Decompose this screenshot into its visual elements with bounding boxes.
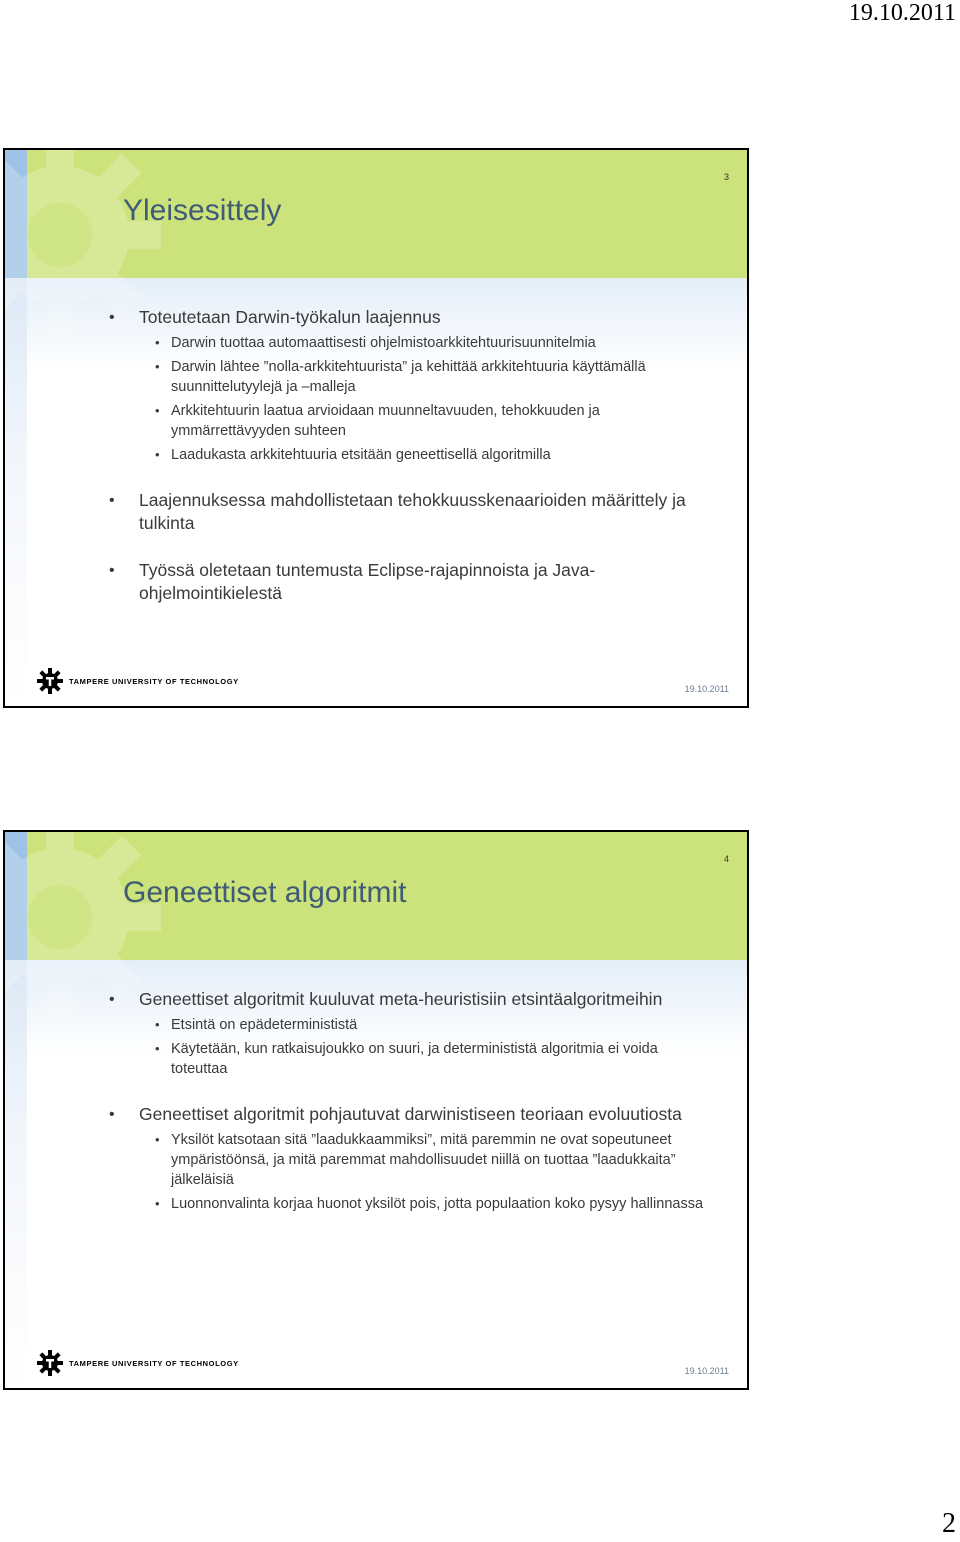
slide-content bbox=[109, 306, 709, 605]
slide-number: 3 bbox=[723, 172, 729, 182]
sub-bullet-item: • Luonnonvalinta korjaa huonot yksilöt pois, jotta populaation koko pysyy hallinnassa bbox=[109, 1194, 709, 1214]
sub-bullet-item: • Laadukasta arkkitehtuuria etsitään geneettisellä algoritmilla bbox=[109, 445, 709, 465]
logo-text: TAMPERE UNIVERSITY OF TECHNOLOGY bbox=[69, 676, 239, 686]
slide bbox=[3, 148, 749, 708]
sub-bullet-item: • Käytetään, kun ratkaisujoukko on suuri, ja determinististä algoritmia ei voida toteuttaa bbox=[109, 1039, 709, 1079]
sub-bullet-item: • Arkkitehtuurin laatua arvioidaan muunneltavuuden, tehokkuuden ja ymmärrettävyyden suhteen bbox=[109, 401, 709, 441]
page-number: 2 bbox=[942, 1508, 956, 1539]
bullet-item: • Geneettiset algoritmit pohjautuvat darwinistiseen teoriaan evoluutiosta bbox=[109, 1103, 709, 1126]
slide-title: Geneettiset algoritmit bbox=[123, 876, 407, 909]
sub-bullet-item: • Etsintä on epädeterminististä bbox=[109, 1015, 709, 1035]
slide-footer-date: 19.10.2011 bbox=[684, 684, 729, 694]
sub-bullet-item: • Darwin tuottaa automaattisesti ohjelmistoarkkitehtuurisuunnitelmia bbox=[109, 333, 709, 353]
slide bbox=[3, 830, 749, 1390]
bullet-item: • Laajennuksessa mahdollistetaan tehokkuusskenaarioiden määrittely ja tulkinta bbox=[109, 489, 709, 535]
slide-footer-date: 19.10.2011 bbox=[684, 1366, 729, 1376]
page-date: 19.10.2011 bbox=[848, 0, 956, 26]
slide-title: Yleisesittely bbox=[123, 194, 282, 227]
bullet-item: • Toteutetaan Darwin-työkalun laajennus bbox=[109, 306, 709, 329]
tut-gear-logo-icon bbox=[37, 1350, 63, 1376]
university-logo bbox=[37, 666, 239, 696]
slide-number: 4 bbox=[723, 854, 729, 864]
logo-text: TAMPERE UNIVERSITY OF TECHNOLOGY bbox=[69, 1358, 239, 1368]
tut-gear-logo-icon bbox=[37, 668, 63, 694]
bullet-item: • Työssä oletetaan tuntemusta Eclipse-rajapinnoista ja Java-ohjelmointikielestä bbox=[109, 559, 709, 605]
slide-content bbox=[109, 988, 709, 1214]
bullet-item: • Geneettiset algoritmit kuuluvat meta-heuristisiin etsintäalgoritmeihin bbox=[109, 988, 709, 1011]
sub-bullet-item: • Darwin lähtee ”nolla-arkkitehtuurista” ja kehittää arkkitehtuuria käyttämällä suunnittelutyylejä ja –malleja bbox=[109, 357, 709, 397]
university-logo bbox=[37, 1348, 239, 1378]
sub-bullet-item: • Yksilöt katsotaan sitä ”laadukkaammiksi”, mitä paremmin ne ovat sopeutuneet ympäristöönsä, ja mitä paremmat mahdollisuudet niillä on tuottaa ”laadukkaita” jälkeläisiä bbox=[109, 1130, 709, 1190]
